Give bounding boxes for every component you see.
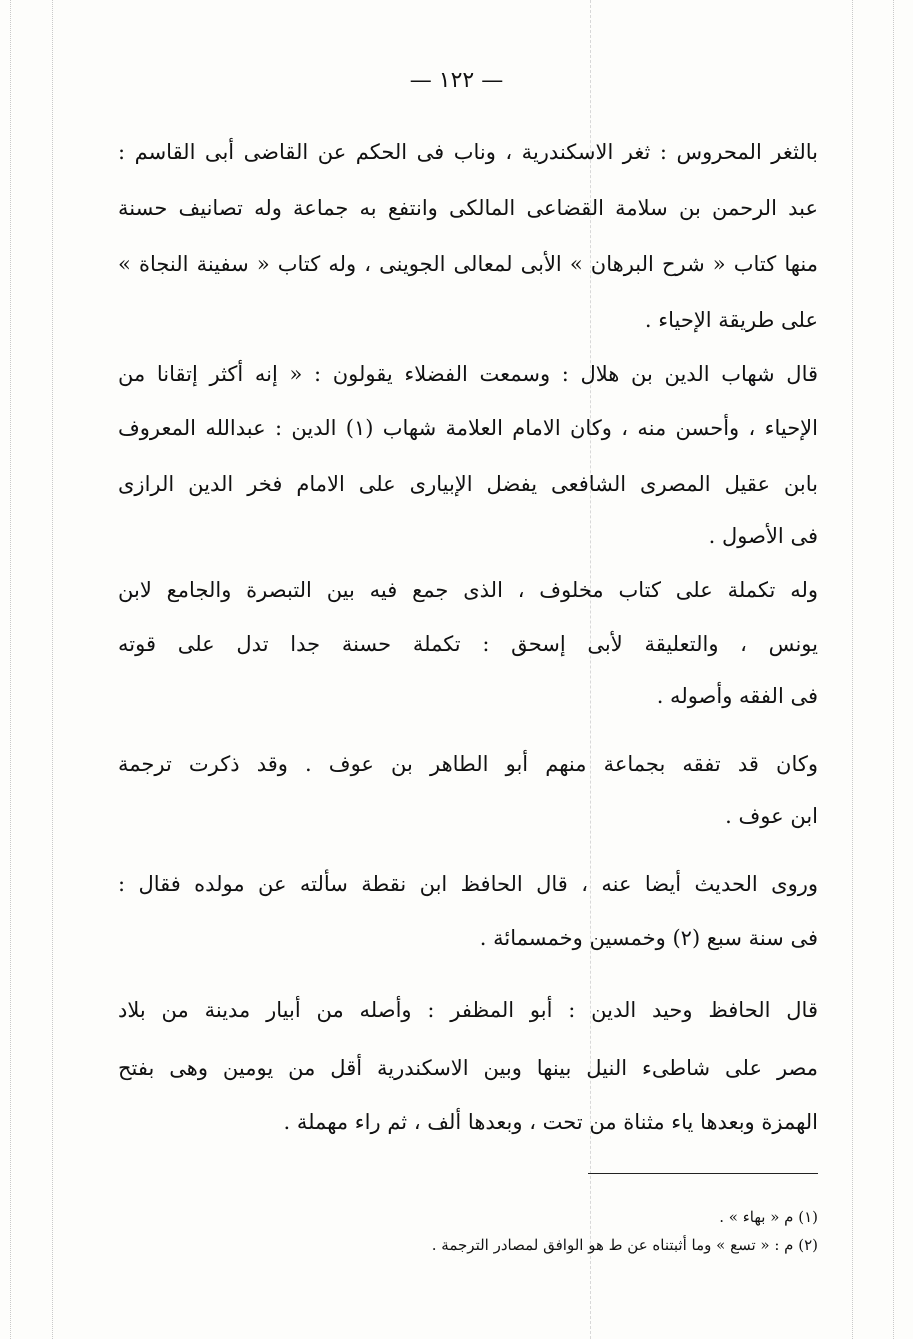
text-line: وله تكملة على كتاب مخلوف ، الذى جمع فيه بين التبصرة والجامع لابن — [118, 578, 818, 602]
scan-margin-line — [10, 0, 11, 1339]
footnote-2: (٢) م : « تسع » وما أثبتناه عن ط هو الوافق لمصادر الترجمة . — [431, 1236, 818, 1254]
page-number: — ١٢٢ — — [409, 68, 504, 93]
text-line: الإحياء ، وأحسن منه ، وكان الامام العلامة شهاب (١) الدين : عبدالله المعروف — [118, 416, 818, 440]
text-line: فى سنة سبع (٢) وخمسين وخمسمائة . — [479, 926, 818, 950]
text-line: عبد الرحمن بن سلامة القضاعى المالكى وانتفع به جماعة وله تصانيف حسنة — [118, 196, 818, 220]
text-line: وروى الحديث أيضا عنه ، قال الحافظ ابن نقطة سألته عن مولده فقال : — [118, 872, 818, 896]
text-line: وكان قد تفقه بجماعة منهم أبو الطاهر بن عوف . وقد ذكرت ترجمة — [118, 752, 818, 776]
scan-margin-line — [852, 0, 853, 1339]
text-line: ابن عوف . — [725, 804, 818, 828]
text-line: منها كتاب « شرح البرهان » الأبى لمعالى الجوينى ، وله كتاب « سفينة النجاة » — [118, 252, 818, 276]
scan-margin-line — [52, 0, 53, 1339]
text-line: فى الفقه وأصوله . — [656, 684, 818, 708]
text-line: قال الحافظ وحيد الدين : أبو المظفر : وأصله من أبيار مدينة من بلاد — [118, 998, 818, 1022]
text-line: بالثغر المحروس : ثغر الاسكندرية ، وناب فى الحكم عن القاضى أبى القاسم : — [118, 140, 818, 164]
text-line: على طريقة الإحياء . — [644, 308, 818, 332]
footnote-separator — [588, 1173, 818, 1174]
text-line: يونس ، والتعليقة لأبى إسحق : تكملة حسنة جدا تدل على قوته — [118, 632, 818, 656]
text-line: فى الأصول . — [708, 524, 818, 548]
text-line: الهمزة وبعدها ياء مثناة من تحت ، وبعدها ألف ، ثم راء مهملة . — [283, 1110, 818, 1134]
footnote-1: (١) م « بهاء » . — [719, 1208, 818, 1226]
scan-margin-line — [893, 0, 894, 1339]
text-line: بابن عقيل المصرى الشافعى يفضل الإبيارى على الامام فخر الدين الرازى — [118, 472, 818, 496]
text-line: مصر على شاطىء النيل بينها وبين الاسكندرية أقل من يومين وهى بفتح — [118, 1056, 818, 1080]
text-line: قال شهاب الدين بن هلال : وسمعت الفضلاء يقولون : « إنه أكثر إتقانا من — [118, 362, 818, 386]
